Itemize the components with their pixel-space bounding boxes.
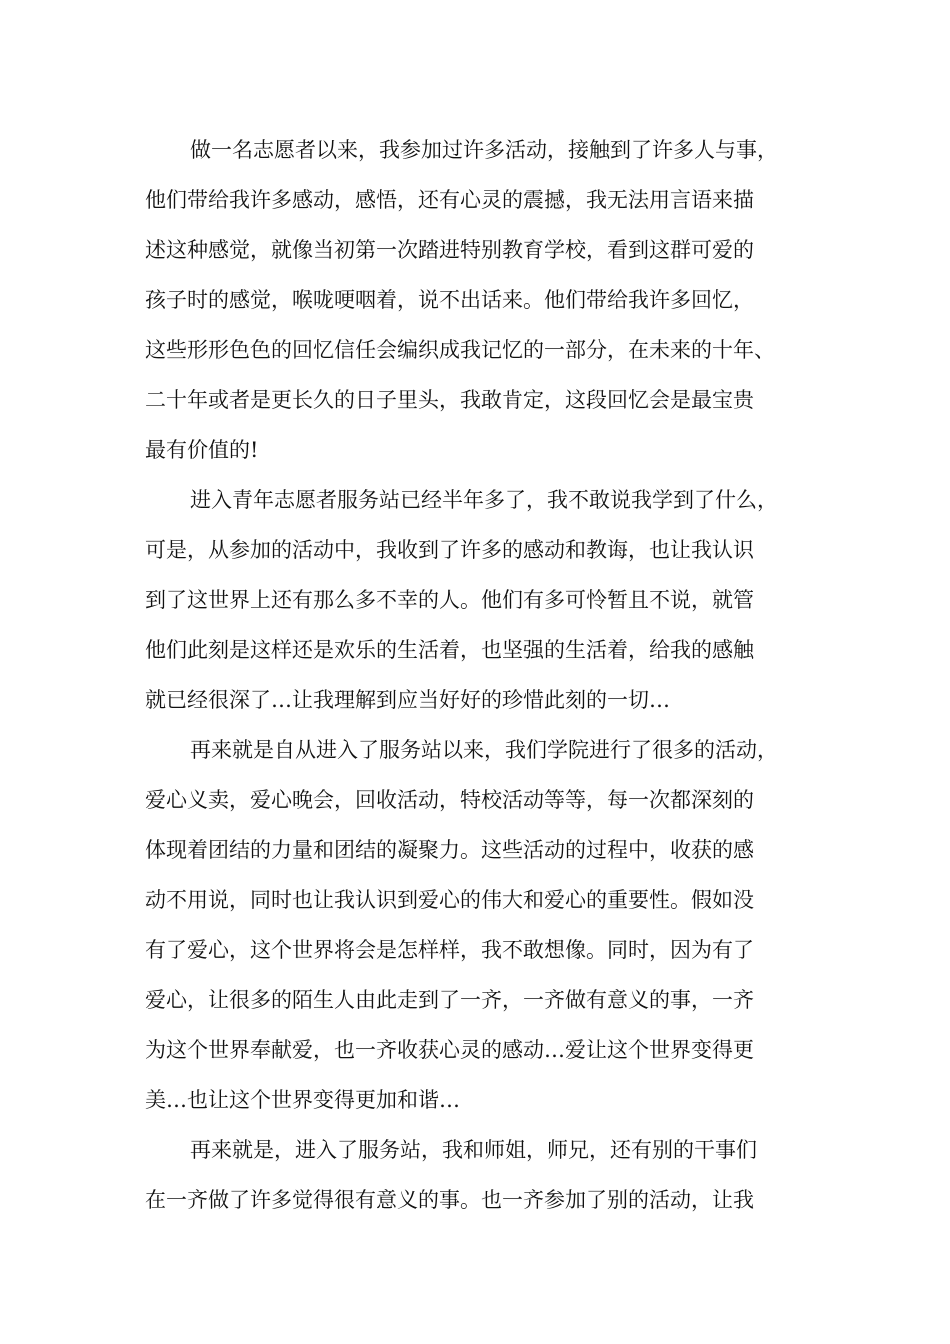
text-line: 美…也让这个世界变得更加和谐…: [145, 1088, 460, 1112]
text-line: 再来就是自从进入了服务站以来，我们学院进行了很多的活动，: [190, 738, 778, 762]
text-line: 述这种感觉，就像当初第一次踏进特别教育学校，看到这群可爱的: [145, 238, 754, 262]
text-line: 他们此刻是这样还是欢乐的生活着，也坚强的生活着，给我的感触: [145, 638, 754, 662]
text-line: 这些形形色色的回忆信任会编织成我记忆的一部分，在未来的十年、: [145, 338, 775, 362]
text-line: 动不用说，同时也让我认识到爱心的伟大和爱心的重要性。假如没: [145, 888, 754, 912]
text-line: 可是，从参加的活动中，我收到了许多的感动和教诲，也让我认识: [145, 538, 754, 562]
text-line: 有了爱心，这个世界将会是怎样样，我不敢想像。同时，因为有了: [145, 938, 754, 962]
text-line: 就已经很深了…让我理解到应当好好的珍惜此刻的一切…: [145, 688, 670, 712]
text-line: 为这个世界奉献爱，也一齐收获心灵的感动…爱让这个世界变得更: [145, 1038, 754, 1062]
text-line: 体现着团结的力量和团结的凝聚力。这些活动的过程中，收获的感: [145, 838, 754, 862]
text-line: 再来就是，进入了服务站，我和师姐，师兄，还有别的干事们: [190, 1138, 757, 1162]
text-line: 爱心，让很多的陌生人由此走到了一齐，一齐做有意义的事，一齐: [145, 988, 754, 1012]
text-line: 他们带给我许多感动，感悟，还有心灵的震撼，我无法用言语来描: [145, 188, 754, 212]
text-line: 进入青年志愿者服务站已经半年多了，我不敢说我学到了什么，: [190, 488, 778, 512]
text-line: 爱心义卖，爱心晚会，回收活动，特校活动等等，每一次都深刻的: [145, 788, 754, 812]
text-line: 做一名志愿者以来，我参加过许多活动，接触到了许多人与事，: [190, 138, 778, 162]
text-line: 最有价值的!: [145, 438, 259, 462]
text-line: 在一齐做了许多觉得很有意义的事。也一齐参加了别的活动，让我: [145, 1188, 754, 1212]
text-line: 到了这世界上还有那么多不幸的人。他们有多可怜暂且不说，就管: [145, 588, 754, 612]
text-line: 孩子时的感觉，喉咙哽咽着，说不出话来。他们带给我许多回忆，: [145, 288, 754, 312]
text-line: 二十年或者是更长久的日子里头，我敢肯定，这段回忆会是最宝贵: [145, 388, 754, 412]
